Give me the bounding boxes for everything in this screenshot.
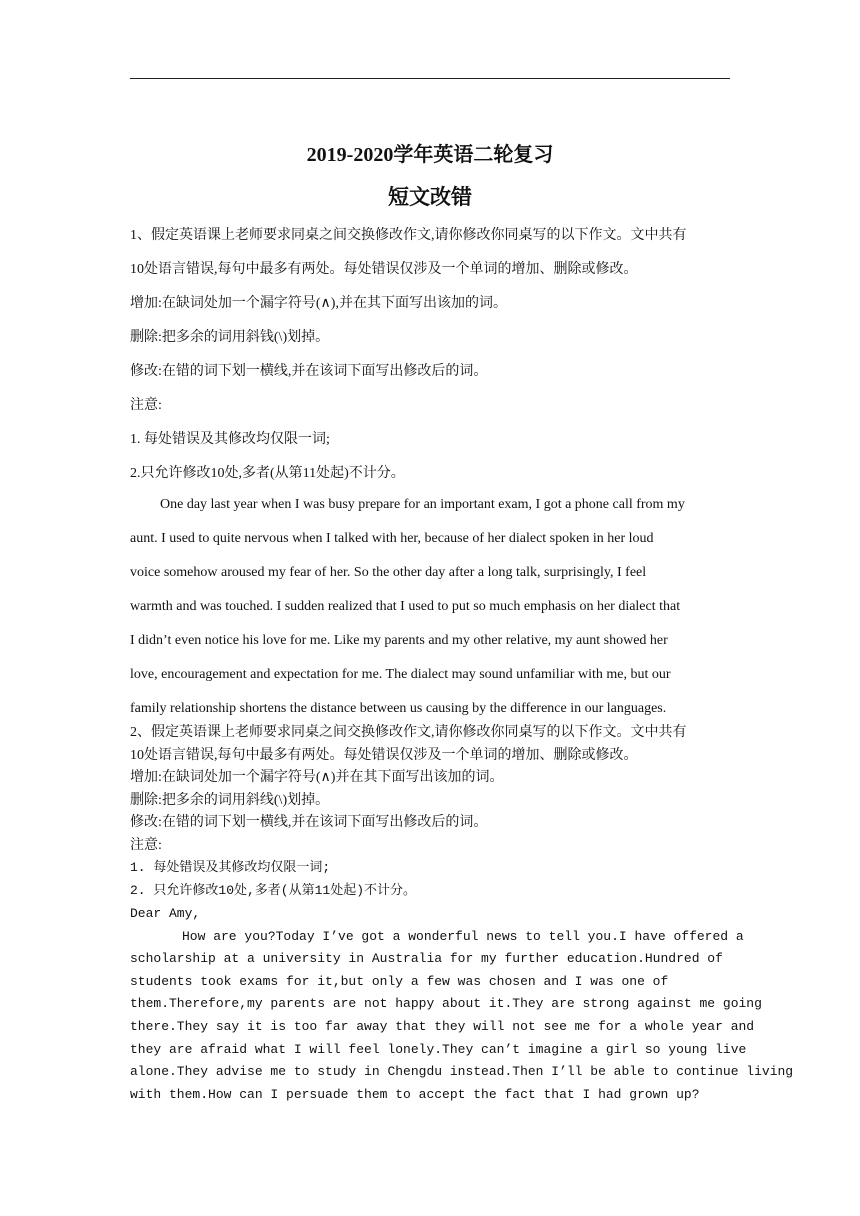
s1-essay-line: One day last year when I was busy prepare for an important exam, I got a phone call from my bbox=[160, 497, 685, 512]
s1-essay-line: aunt. I used to quite nervous when I talked with her, because of her dialect spoken in her loud bbox=[130, 531, 654, 546]
letter-line: with them.How can I persuade them to accept the fact that I had grown up? bbox=[130, 1086, 700, 1102]
s1-instruction-line: 增加:在缺词处加一个漏字符号(∧),并在其下面写出该加的词。 bbox=[130, 296, 507, 311]
s2-instruction-line: 1. 每处错误及其修改均仅限一词; bbox=[130, 860, 331, 875]
page-subtitle: 短文改错 bbox=[388, 185, 472, 209]
s2-instruction-line: 10处语言错误,每句中最多有两处。每处错误仅涉及一个单词的增加、删除或修改。 bbox=[130, 747, 638, 763]
s2-instruction-line: 注意: bbox=[130, 837, 162, 853]
letter-line: alone.They advise me to study in Chengdu instead.Then I’ll be able to continue living bbox=[130, 1064, 794, 1080]
letter-line: How are you?Today I’ve got a wonderful news to tell you.I have offered a bbox=[182, 928, 744, 944]
s1-essay-line: voice somehow aroused my fear of her. So the other day after a long talk, surprisingly, I feel bbox=[130, 565, 647, 580]
letter-line: them.Therefore,my parents are not happy about it.They are strong against me going bbox=[130, 996, 762, 1012]
s1-essay bbox=[130, 495, 735, 733]
s2-instruction-line: 修改:在错的词下划一横线,并在该词下面写出修改后的词。 bbox=[130, 815, 488, 830]
letter-line: scholarship at a university in Australia for my further education.Hundred of bbox=[130, 951, 723, 967]
s2-instruction-line: 2. 只允许修改10处,多者(从第11处起)不计分。 bbox=[130, 882, 417, 898]
s1-instruction-line: 注意: bbox=[130, 398, 162, 413]
s1-essay-line: love, encouragement and expectation for me. The dialect may sound unfamiliar with me, but our bbox=[130, 667, 671, 682]
s1-instruction-line: 1、假定英语课上老师要求同桌之间交换修改作文,请你修改你同桌写的以下作文。文中共有 bbox=[130, 228, 687, 243]
s2-instruction-line: 2、假定英语课上老师要求同桌之间交换修改作文,请你修改你同桌写的以下作文。文中共有 bbox=[130, 725, 687, 740]
s2-letter bbox=[130, 903, 794, 1106]
s2-instruction-line: 增加:在缺词处加一个漏字符号(∧)并在其下面写出该加的词。 bbox=[130, 770, 504, 785]
letter-greeting: Dear Amy, bbox=[130, 906, 201, 921]
header-rule bbox=[130, 78, 730, 79]
s1-instruction-line: 修改:在错的词下划一横线,并在该词下面写出修改后的词。 bbox=[130, 364, 488, 379]
s2-instruction-line: 删除:把多余的词用斜线(\)划掉。 bbox=[130, 792, 330, 808]
letter-line: they are afraid what I will feel lonely.They can’t imagine a girl so young live bbox=[130, 1041, 747, 1057]
letter-line: there.They say it is too far away that they will not see me for a whole year and bbox=[130, 1018, 755, 1034]
letter-line: students took exams for it,but only a few was chosen and I was one of bbox=[130, 973, 669, 989]
s1-essay-line: warmth and was touched. I sudden realized that I used to put so much emphasis on her dialect that bbox=[130, 599, 681, 614]
s1-essay-line: I didn’t even notice his love for me. Like my parents and my other relative, my aunt showed her bbox=[130, 633, 668, 648]
s1-essay-line: family relationship shortens the distance between us causing by the difference in our languages. bbox=[130, 701, 667, 716]
s1-instruction-line: 2.只允许修改10处,多者(从第11处起)不计分。 bbox=[130, 466, 405, 481]
s2-instructions bbox=[130, 722, 740, 902]
s1-instruction-line: 删除:把多余的词用斜钱(\)划掉。 bbox=[130, 330, 330, 345]
page-title: 2019-2020学年英语二轮复习 bbox=[306, 144, 554, 166]
s1-instruction-line: 1. 每处错误及其修改均仅限一词; bbox=[130, 432, 330, 447]
s1-instruction-line: 10处语言错误,每句中最多有两处。每处错误仅涉及一个单词的增加、删除或修改。 bbox=[130, 262, 638, 277]
